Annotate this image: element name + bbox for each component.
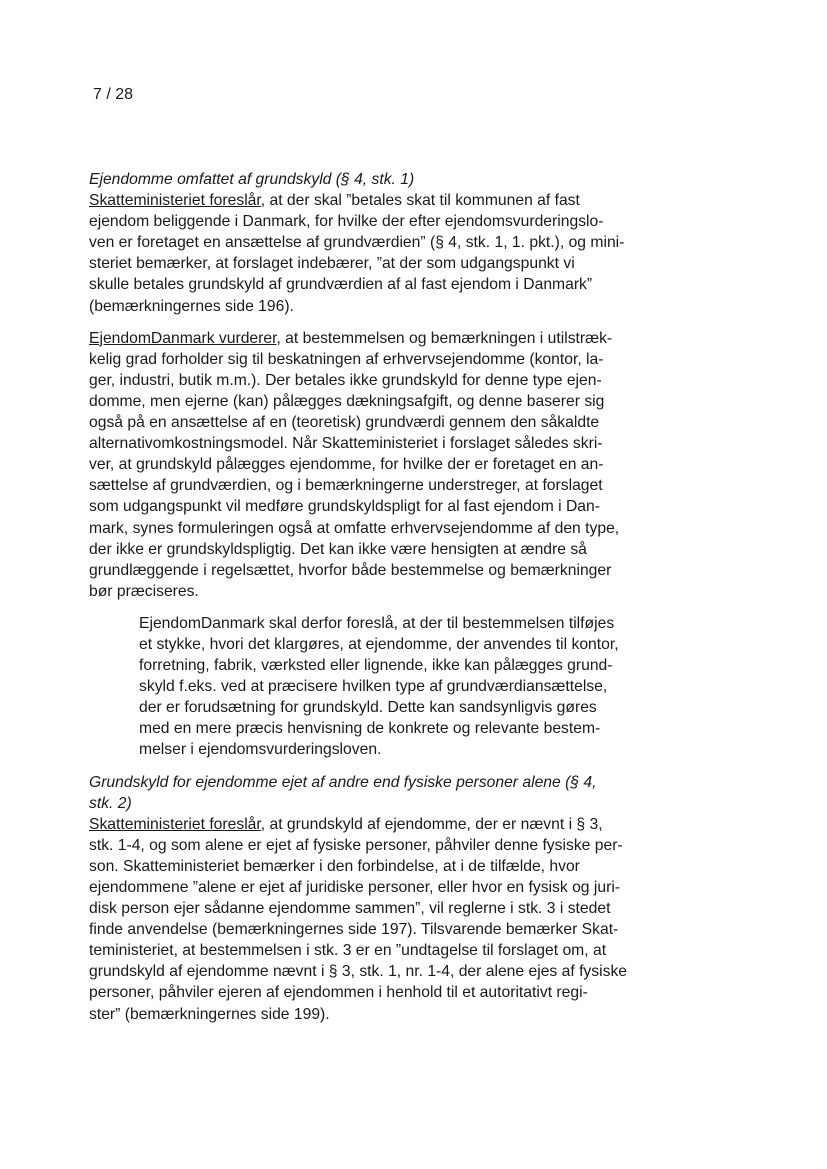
section-heading: Ejendomme omfattet af grundskyld (§ 4, stk. 1) [89, 171, 415, 188]
paragraph-line: Skatteministeriet foreslår, at der skal ”betales skat til kommunen af fast [89, 192, 580, 210]
heading-line: Grundskyld for ejendomme ejet af andre end fysiske personer alene (§ 4, [89, 773, 597, 791]
paragraph-line: son. Skatteministeriet bemærker i den forbindelse, at i de tilfælde, hvor [89, 857, 580, 875]
section-heading [89, 772, 651, 814]
paragraph-line: EjendomDanmark vurderer, at bestemmelsen og bemærkningen i utilstræk- [89, 329, 613, 347]
paragraph-line: grundskyld af ejendomme nævnt i § 3, stk. 1, nr. 1-4, der alene ejes af fysiske [89, 963, 628, 981]
paragraph-line: bør præciseres. [89, 582, 199, 600]
section-paragraph [89, 190, 651, 317]
paragraph-line: EjendomDanmark skal derfor foreslå, at der til bestemmelsen tilføjes [139, 614, 615, 632]
section-paragraph [89, 814, 651, 1025]
paragraph-line: ster” (bemærkningernes side 199). [89, 1005, 330, 1023]
paragraph-line: forretning, fabrik, værksted eller lignende, ikke kan pålægges grund- [139, 657, 613, 675]
paragraph-line: med en mere præcis henvisning de konkrete og relevante bestem- [139, 720, 601, 738]
paragraph-line: ejendommene ”alene er ejet af juridiske personer, eller hvor en fysisk og juri- [89, 879, 621, 896]
paragraph-line: melser i ejendomsvurderingsloven. [139, 741, 382, 759]
section-paragraph [89, 328, 651, 602]
paragraph-line: personer, påhviler ejeren af ejendommen i henhold til et autoritativt regi- [89, 984, 588, 1002]
section-grundskyld-scope [89, 169, 651, 317]
indented-recommendation [139, 613, 651, 761]
paragraph-line: alternativomkostningsmodel. Når Skatteministeriet i forslaget således skri- [89, 435, 603, 453]
paragraph-line: (bemærkningernes side 196). [89, 297, 294, 315]
heading-line: stk. 2) [89, 794, 132, 812]
document-body [89, 169, 651, 1036]
paragraph-line: skulle betales grundskyld af grundværdien af al fast ejendom i Danmark” [89, 276, 593, 294]
paragraph-line: stk. 1-4, og som alene er ejet af fysiske personer, påhviler denne fysiske per- [89, 836, 623, 854]
paragraph-line: ver, at grundskyld pålægges ejendomme, for hvilke der er foretaget en an- [89, 456, 604, 474]
underlined-term: EjendomDanmark vurderer [89, 329, 277, 347]
paragraph-line: kelig grad forholder sig til beskatningen af erhvervsejendomme (kontor, la- [89, 350, 604, 368]
paragraph-line: mark, synes formuleringen også at omfatte erhvervsejendomme af den type, [89, 519, 620, 537]
underlined-term: Skatteministeriet foreslår [89, 815, 261, 833]
paragraph-line: også på en ansættelse af en (teoretisk) grundværdi gennem den såkaldte [89, 414, 600, 432]
underlined-term: Skatteministeriet foreslår [89, 192, 261, 210]
paragraph-line: domme, men ejerne (kan) pålægges dækningsafgift, og denne baserer sig [89, 392, 605, 410]
paragraph-line: skyld f.eks. ved at præcisere hvilken type af grundværdiansættelse, [139, 678, 608, 696]
paragraph-line: disk person ejer sådanne ejendomme sammen”, vil reglerne i stk. 3 i stedet [89, 900, 611, 918]
paragraph-line: steriet bemærker, at forslaget indebærer, ”at der som udgangspunkt vi [89, 255, 575, 273]
page-number: 7 / 28 [93, 86, 134, 103]
paragraph-line: teministeriet, at bestemmelsen i stk. 3 er en ”undtagelse til forslaget om, at [89, 942, 607, 960]
paragraph-line: Skatteministeriet foreslår, at grundskyld af ejendomme, der er nævnt i § 3, [89, 815, 603, 833]
paragraph-line: ger, industri, butik m.m.). Der betales ikke grundskyld for denne type ejen- [89, 371, 602, 389]
paragraph-line: som udgangspunkt vil medføre grundskyldspligt for al fast ejendom i Dan- [89, 498, 600, 516]
paragraph-line: et stykke, hvori det klargøres, at ejendomme, der anvendes til kontor, [139, 635, 619, 653]
section-ejendomdanmark-assessment [89, 328, 651, 602]
section-grundskyld-ownership [89, 772, 651, 1025]
paragraph-line: finde anvendelse (bemærkningernes side 197). Tilsvarende bemærker Skat- [89, 921, 619, 939]
paragraph-line: grundlæggende i regelsættet, hvorfor både bestemmelse og bemærkninger [89, 561, 612, 579]
paragraph-line: ejendom beliggende i Danmark, for hvilke der efter ejendomsvurderingslo- [89, 213, 604, 231]
paragraph-line: der er forudsætning for grundskyld. Dette kan sandsynligvis gøres [139, 699, 597, 717]
paragraph-line: sættelse af grundværdien, og i bemærkningerne understreger, at forslaget [89, 477, 603, 495]
paragraph-line: der ikke er grundskyldspligtig. Det kan ikke være hensigten at ændre så [89, 540, 587, 558]
paragraph-line: ven er foretaget en ansættelse af grundværdien” (§ 4, stk. 1, 1. pkt.), og mini- [89, 234, 625, 252]
